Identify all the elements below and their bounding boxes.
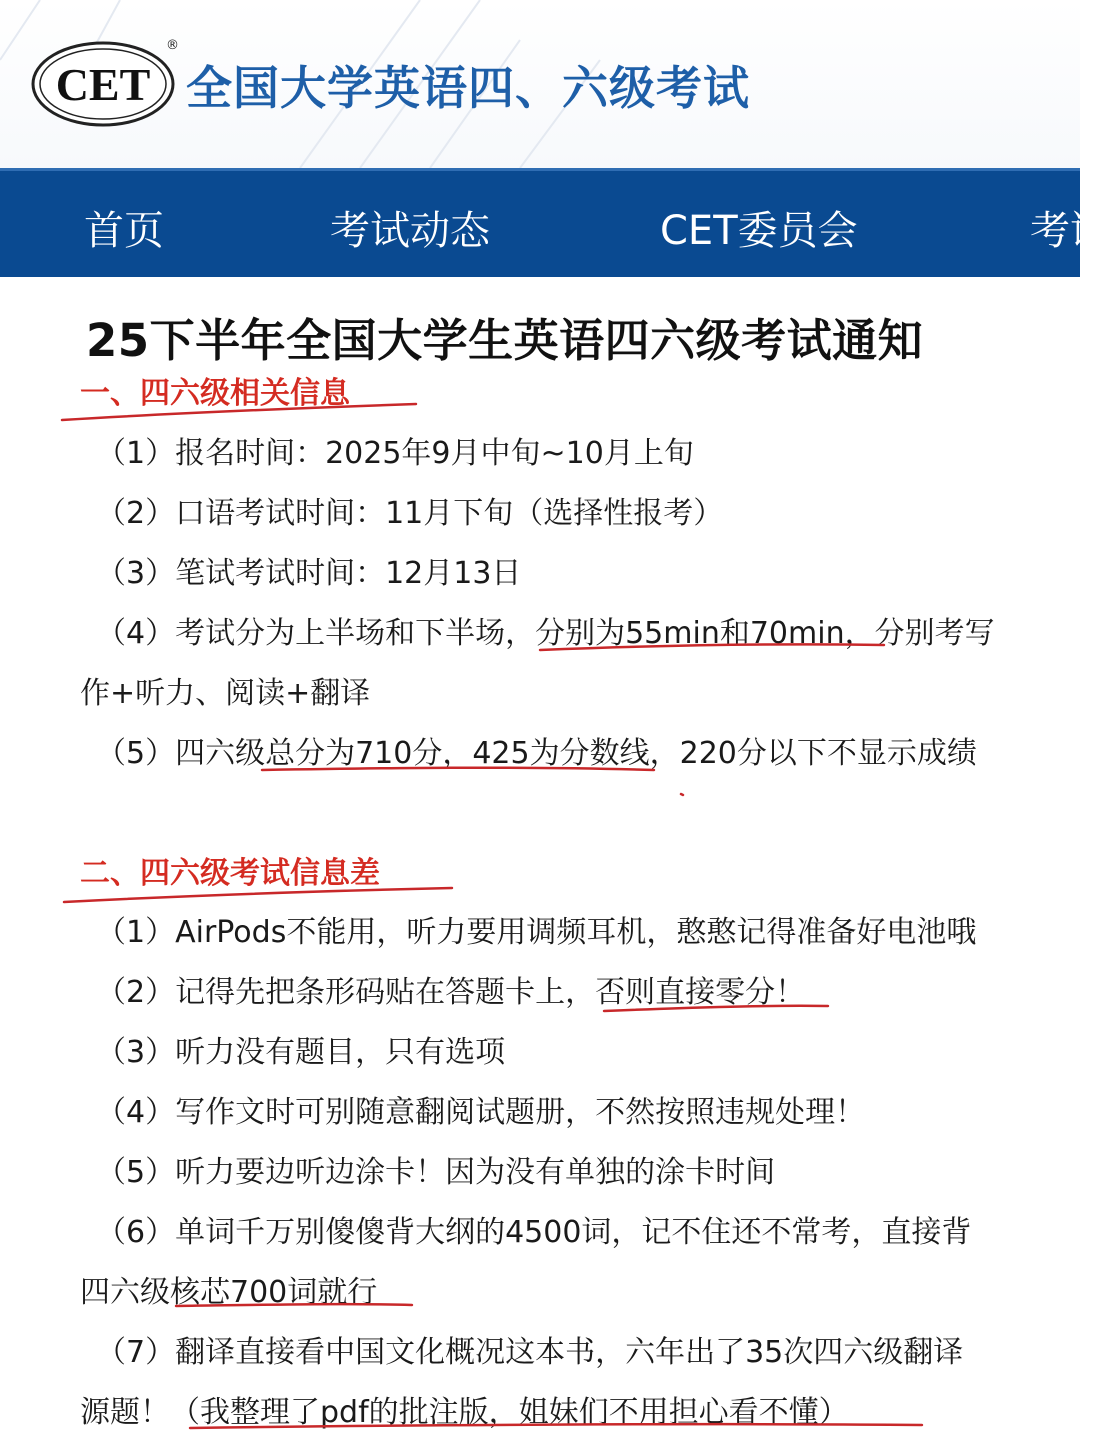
underline-zero-score [604, 1006, 828, 1011]
list-item: （1）AirPods不能用，听力要用调频耳机，憨憨记得准备好电池哦 [96, 915, 977, 950]
nav-item-exam-more[interactable]: 考试 [1030, 208, 1110, 254]
list-item-continued: 四六级核芯700词就行 [80, 1275, 378, 1310]
underline-section2-heading [64, 888, 452, 902]
registered-mark: ® [166, 38, 179, 53]
list-item: （6）单词千万别傻傻背大纲的4500词，记不住还不常考，直接背 [96, 1215, 972, 1250]
list-item: （3）听力没有题目，只有选项 [96, 1035, 506, 1070]
logo-text: CET [55, 59, 151, 110]
section-heading-exam-info: 一、四六级相关信息 [80, 376, 350, 411]
list-item: （7）翻译直接看中国文化概况这本书，六年出了35次四六级翻译 [96, 1335, 964, 1370]
list-item: （4）考试分为上半场和下半场，分别为55min和70min，分别考写 [96, 616, 995, 651]
list-item: （4）写作文时可别随意翻阅试题册，不然按照违规处理！ [96, 1095, 866, 1130]
underline-total-score [262, 768, 654, 770]
nav-item-exam-news[interactable]: 考试动态 [330, 208, 490, 254]
list-item: （5）四六级总分为710分，425为分数线，220分以下不显示成绩 [96, 736, 977, 771]
list-item-continued: 源题！（我整理了pdf的批注版，姐妹们不用担心看不懂） [80, 1395, 849, 1430]
underline-exam-duration [540, 644, 884, 650]
nav-item-home[interactable]: 首页 [84, 208, 164, 254]
list-item: （5）听力要边听边涂卡！因为没有单独的涂卡时间 [96, 1155, 776, 1190]
list-item: （2）口语考试时间：11月下旬（选择性报考） [96, 496, 724, 531]
underline-core-words [176, 1304, 412, 1306]
site-title: 全国大学英语四、六级考试 [186, 61, 750, 115]
underline-pdf-notes [190, 1424, 922, 1428]
pen-dot [681, 794, 683, 795]
page-title: 25下半年全国大学生英语四六级考试通知 [86, 314, 924, 367]
list-item: （1）报名时间：2025年9月中旬~10月上旬 [96, 436, 694, 471]
nav-item-cet-committee[interactable]: CET委员会 [660, 208, 858, 254]
underline-section1-heading [62, 404, 416, 420]
list-item-continued: 作+听力、阅读+翻译 [80, 676, 371, 711]
section-heading-exam-tips: 二、四六级考试信息差 [80, 856, 380, 891]
list-item: （3）笔试考试时间：12月13日 [96, 556, 522, 591]
list-item: （2）记得先把条形码贴在答题卡上，否则直接零分！ [96, 975, 806, 1010]
